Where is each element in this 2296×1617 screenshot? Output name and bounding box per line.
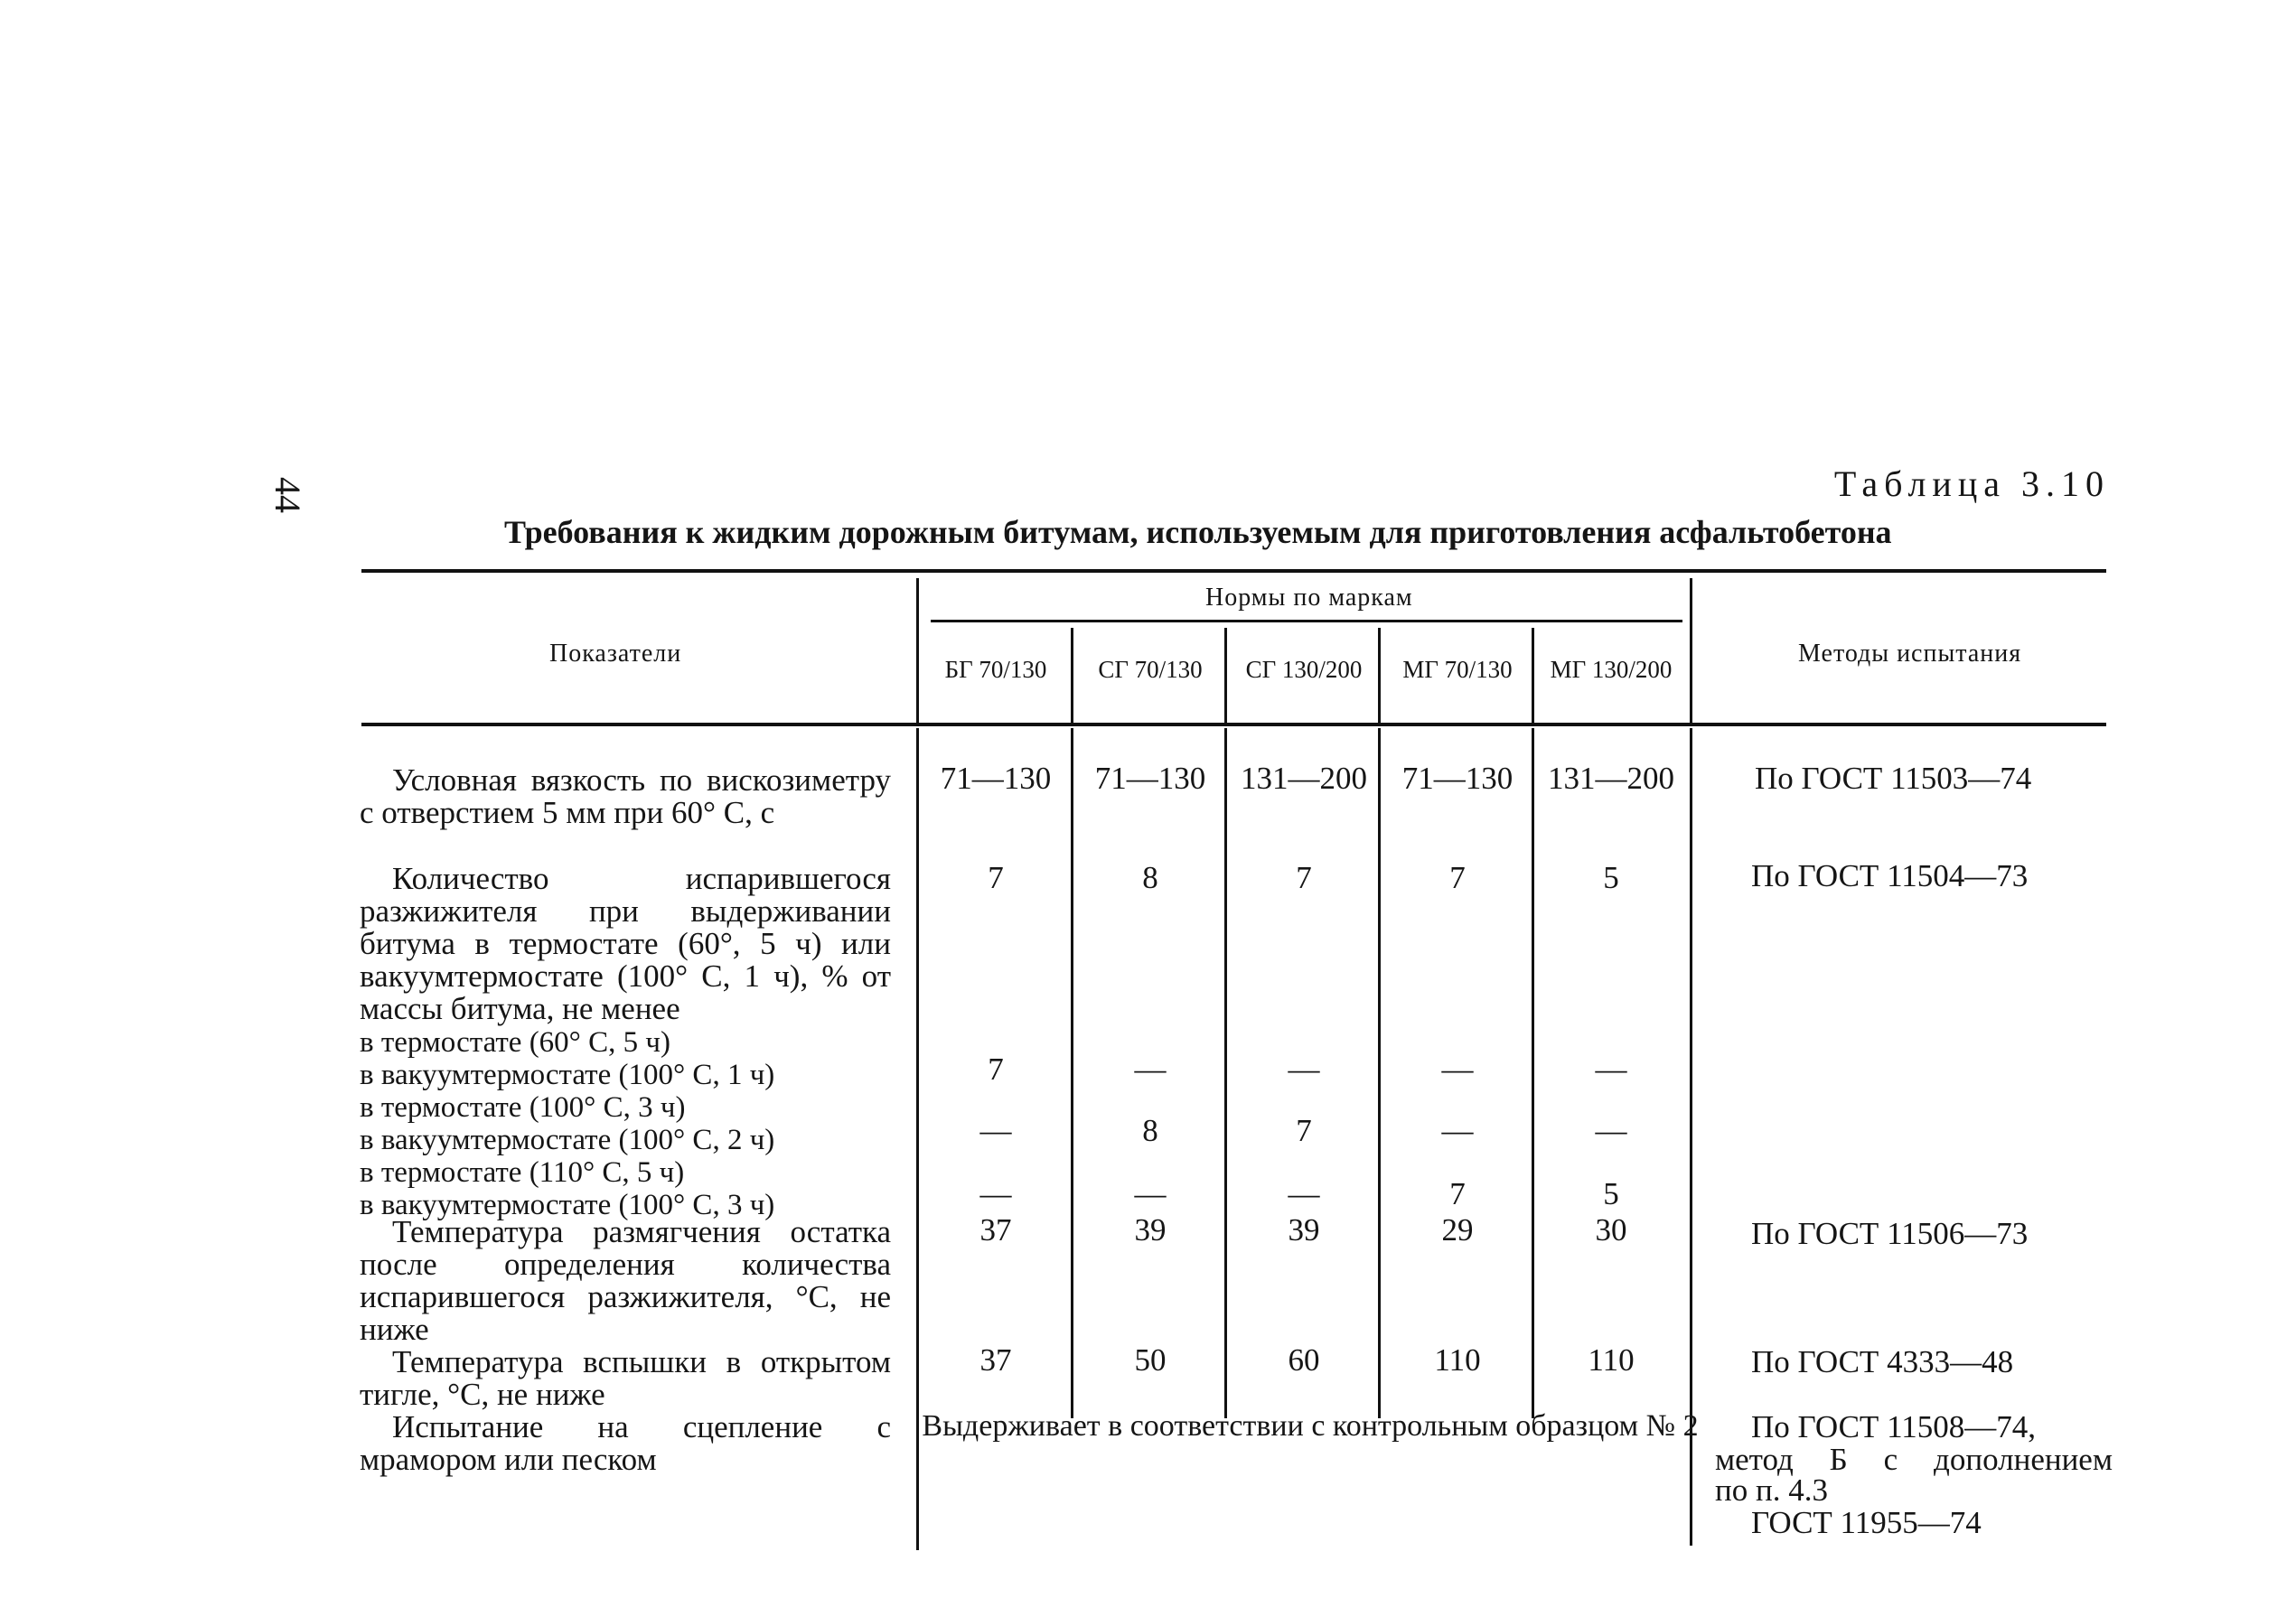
table-top-rule [361,569,2106,573]
method-adhesion-line: По ГОСТ 11508—74, [1751,1409,2037,1444]
sub-row-label: в вакуумтермостате (100° С, 3 ч) [360,1189,775,1221]
indicator-viscosity: Условная вязкость по вискозиметру с отверстием 5 мм при 60° С, с [360,762,891,830]
value-cell: 8 [1142,860,1158,895]
indicator-evaporated: Количество испарившегося разжижителя при выдерживании битума в термостате (60°, 5 ч) или вакуумтермостате (100° С, 1 ч), % от массы битума, не менее [360,861,891,1026]
value-cell: 7 [988,1052,1004,1087]
value-cell: — [1134,1176,1167,1211]
column-divider [1690,578,1692,723]
sub-row-label: в термостате (110° С, 5 ч) [360,1156,685,1189]
sub-row-label: в вакуумтермостате (100° С, 2 ч) [360,1124,775,1156]
value-cell: — [979,1113,1012,1148]
page-number: 44 [267,477,308,513]
value-cell: — [1595,1113,1627,1148]
method-evaporated: По ГОСТ 11504—73 [1751,858,2029,893]
method-adhesion-line: ГОСТ 11955—74 [1751,1505,1982,1540]
value-cell: 37 [979,1212,1012,1248]
value-cell: 71—130 [1094,761,1206,796]
sub-row-label: в термостате (100° С, 3 ч) [360,1091,686,1124]
header-brand: СГ 70/130 [1098,656,1203,683]
value-cell: 5 [1603,1176,1619,1211]
value-cell: 30 [1595,1212,1627,1248]
value-cell: — [979,1176,1012,1211]
value-cell: 7 [1449,1176,1466,1211]
sub-row-label: в термостате (60° С, 5 ч) [360,1026,670,1059]
value-cell: 110 [1588,1342,1635,1378]
value-cell: — [1441,1113,1474,1148]
method-adhesion-line: метод Б с дополнением [1715,1442,2113,1477]
sub-row-label: в вакуумтермостате (100° С, 1 ч) [360,1059,775,1091]
indicator-adhesion: Испытание на сцепление с мрамором или песком [360,1409,891,1477]
method-adhesion-line: по п. 4.3 [1715,1472,1828,1508]
table-label: Таблица 3.10 [1833,463,2110,504]
value-cell: 8 [1142,1113,1158,1148]
value-cell: 110 [1434,1342,1481,1378]
value-cell: — [1288,1176,1320,1211]
method-viscosity: По ГОСТ 11503—74 [1755,761,2032,796]
value-cell: 7 [1449,860,1466,895]
value-cell: 7 [988,860,1004,895]
header-brand: БГ 70/130 [944,656,1047,683]
value-cell: 39 [1134,1212,1167,1248]
merged-value-adhesion: Выдерживает в соответствии с контрольным образцом № 2 [922,1409,1699,1443]
indicator-softening: Температура размягчения остатка после определения количества испарившегося разжижителя, °С, не ниже [360,1214,891,1347]
indicator-flash: Температура вспышки в открытом тигле, °С, не ниже [360,1344,891,1412]
value-cell: 37 [979,1342,1012,1378]
value-cell: 131—200 [1548,761,1674,796]
value-cell: 131—200 [1241,761,1367,796]
value-cell: 39 [1288,1212,1320,1248]
method-flash: По ГОСТ 4333—48 [1751,1344,2014,1379]
header-methods: Методы испытания [1798,640,2022,668]
header-brand: МГ 130/200 [1550,656,1673,683]
norms-header-rule [931,620,1682,622]
value-cell: 7 [1296,1113,1312,1148]
header-brand: СГ 130/200 [1245,656,1363,683]
header-indicators: Показатели [549,640,682,668]
value-cell: — [1595,1052,1627,1087]
method-softening: По ГОСТ 11506—73 [1751,1216,2029,1251]
value-cell: — [1134,1052,1167,1087]
value-cell: 7 [1296,860,1312,895]
value-cell: 50 [1134,1342,1167,1378]
value-cell: 71—130 [940,761,1052,796]
header-norms: Нормы по маркам [1205,584,1413,612]
value-cell: 71—130 [1401,761,1513,796]
value-cell: 60 [1288,1342,1320,1378]
value-cell: 5 [1603,860,1619,895]
value-cell: 29 [1441,1212,1474,1248]
header-bottom-rule [361,723,2106,726]
header-brand: МГ 70/130 [1402,656,1513,683]
column-divider [916,578,919,723]
value-cell: — [1441,1052,1474,1087]
value-cell: — [1288,1052,1320,1087]
table-title: Требования к жидким дорожным битумам, используемым для приготовления асфальтобетона [504,514,1892,550]
